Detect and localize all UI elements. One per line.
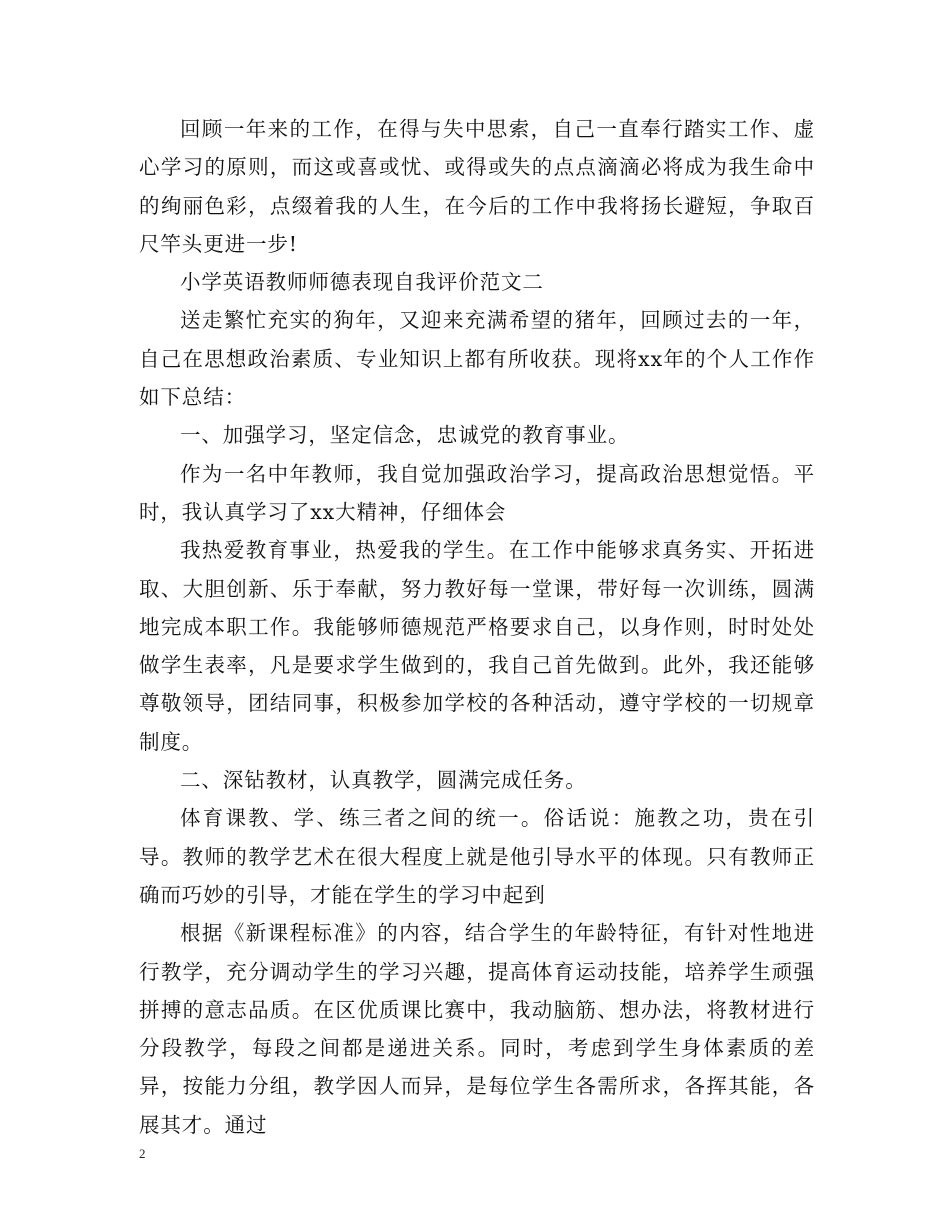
paragraph-political-study: 作为一名中年教师，我自觉加强政治学习，提高政治思想觉悟。平时，我认真学习了xx大精神，仔细体会 [139, 461, 815, 524]
section-heading-sample-two: 小学英语教师师德表现自我评价范文二 [180, 270, 544, 295]
paragraph-love-education: 我热爱教育事业，热爱我的学生。在工作中能够求真务实、开拓进取、大胆创新、乐于奉献，努力教好每一堂课，带好每一次训练，圆满地完成本职工作。我能够师德规范严格要求自己，以身作则，时时处处做学生表率，凡是要求学生做到的，我自己首先做到。此外，我还能够尊敬领导，团结同事，积极参加学校的各种活动，遵守学校的一切规章制度。 [139, 538, 815, 754]
paragraph-review: 回顾一年来的工作，在得与失中思索，自己一直奉行踏实工作、虚心学习的原则，而这或喜或忧、或得或失的点点滴滴必将成为我生命中的绚丽色彩，点缀着我的人生，在今后的工作中我将扬长避短，争取百尺竿头更进一步! [139, 117, 815, 256]
section-heading-two: 二、深钻教材，认真教学，圆满完成任务。 [180, 768, 587, 793]
page-number: 2 [139, 1146, 146, 1161]
document-body [139, 110, 815, 1144]
paragraph-teaching-guidance: 体育课教、学、练三者之间的统一。俗话说：施教之功，贵在引导。教师的教学艺术在很大程度上就是他引导水平的体现。只有教师正确而巧妙的引导，才能在学生的学习中起到 [139, 806, 815, 907]
paragraph-intro: 送走繁忙充实的狗年，又迎来充满希望的猪年，回顾过去的一年，自己在思想政治素质、专业知识上都有所收获。现将xx年的个人工作作如下总结： [139, 308, 815, 410]
section-heading-one: 一、加强学习，坚定信念，忠诚党的教育事业。 [180, 423, 630, 448]
paragraph-curriculum-standard: 根据《新课程标准》的内容，结合学生的年龄特征，有针对性地进行教学，充分调动学生的学习兴趣，提高体育运动技能，培养学生顽强拼搏的意志品质。在区优质课比赛中，我动脑筋、想办法，将教材进行分段教学，每段之间都是递进关系。同时，考虑到学生身体素质的差异，按能力分组，教学因人而异，是每位学生各需所求，各挥其能，各展其才。通过 [139, 921, 815, 1137]
